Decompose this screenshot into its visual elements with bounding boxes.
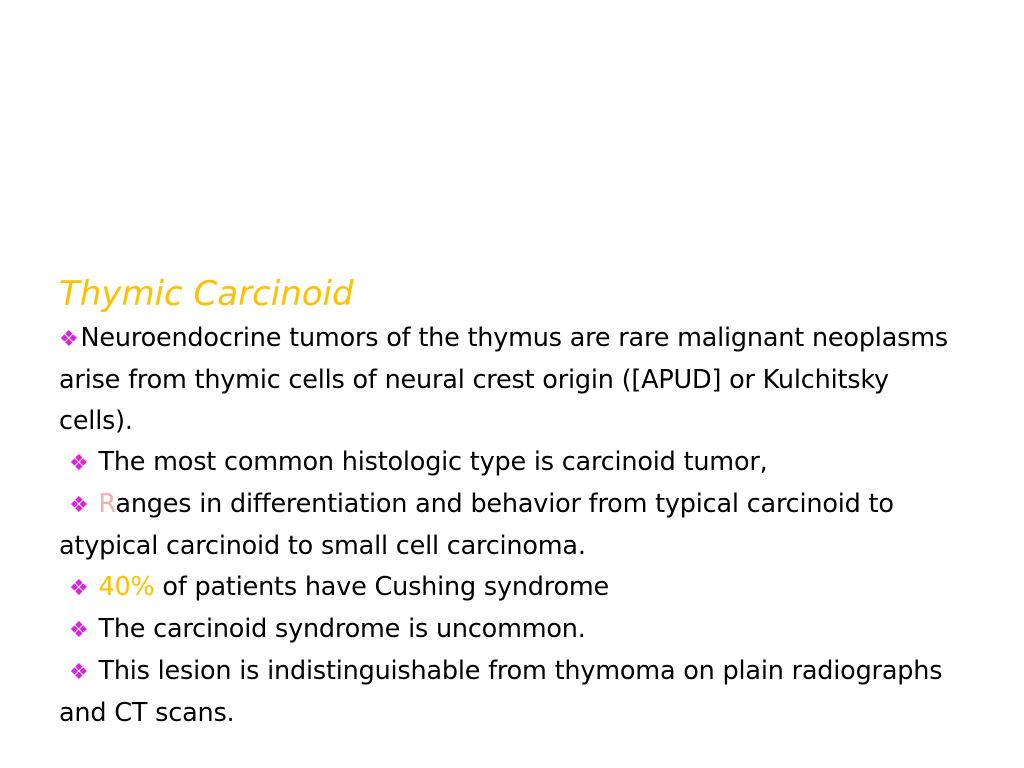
bullet-item-2 [59,442,959,484]
slide-content [59,272,959,734]
diamond-four-bullet-icon: ❖ [69,451,89,476]
diamond-four-bullet-icon: ❖ [69,493,89,518]
bullet-text: anges in differentiation and behavior from typical carcinoid to atypical carcinoid to small cell carcinoma. [59,489,894,561]
highlight-percentage: 40% [98,572,155,602]
bullet-text: Neuroendocrine tumors of the thymus are rare malignant neoplasms arise from thymic cells of neural crest origin ([APUD] or Kulchitsky cells). [59,323,948,436]
faded-lead-letter: R [98,489,116,519]
diamond-four-bullet-icon: ❖ [59,327,79,352]
bullet-text: The carcinoid syndrome is uncommon. [98,614,586,644]
slide-title: Thymic Carcinoid [59,274,354,314]
bullet-text: This lesion is indistinguishable from thymoma on plain radiographs and CT scans. [59,656,943,728]
bullet-item-4 [59,567,959,609]
diamond-four-bullet-icon: ❖ [69,618,89,643]
bullet-item-5 [59,609,959,651]
bullet-text: of patients have Cushing syndrome [154,572,610,602]
bullet-item-3 [59,484,959,567]
diamond-four-bullet-icon: ❖ [69,576,89,601]
bullet-item-6 [59,651,959,734]
diamond-four-bullet-icon: ❖ [69,660,89,685]
bullet-item-1 [59,318,959,442]
bullet-text: The most common histologic type is carcinoid tumor, [98,447,768,477]
